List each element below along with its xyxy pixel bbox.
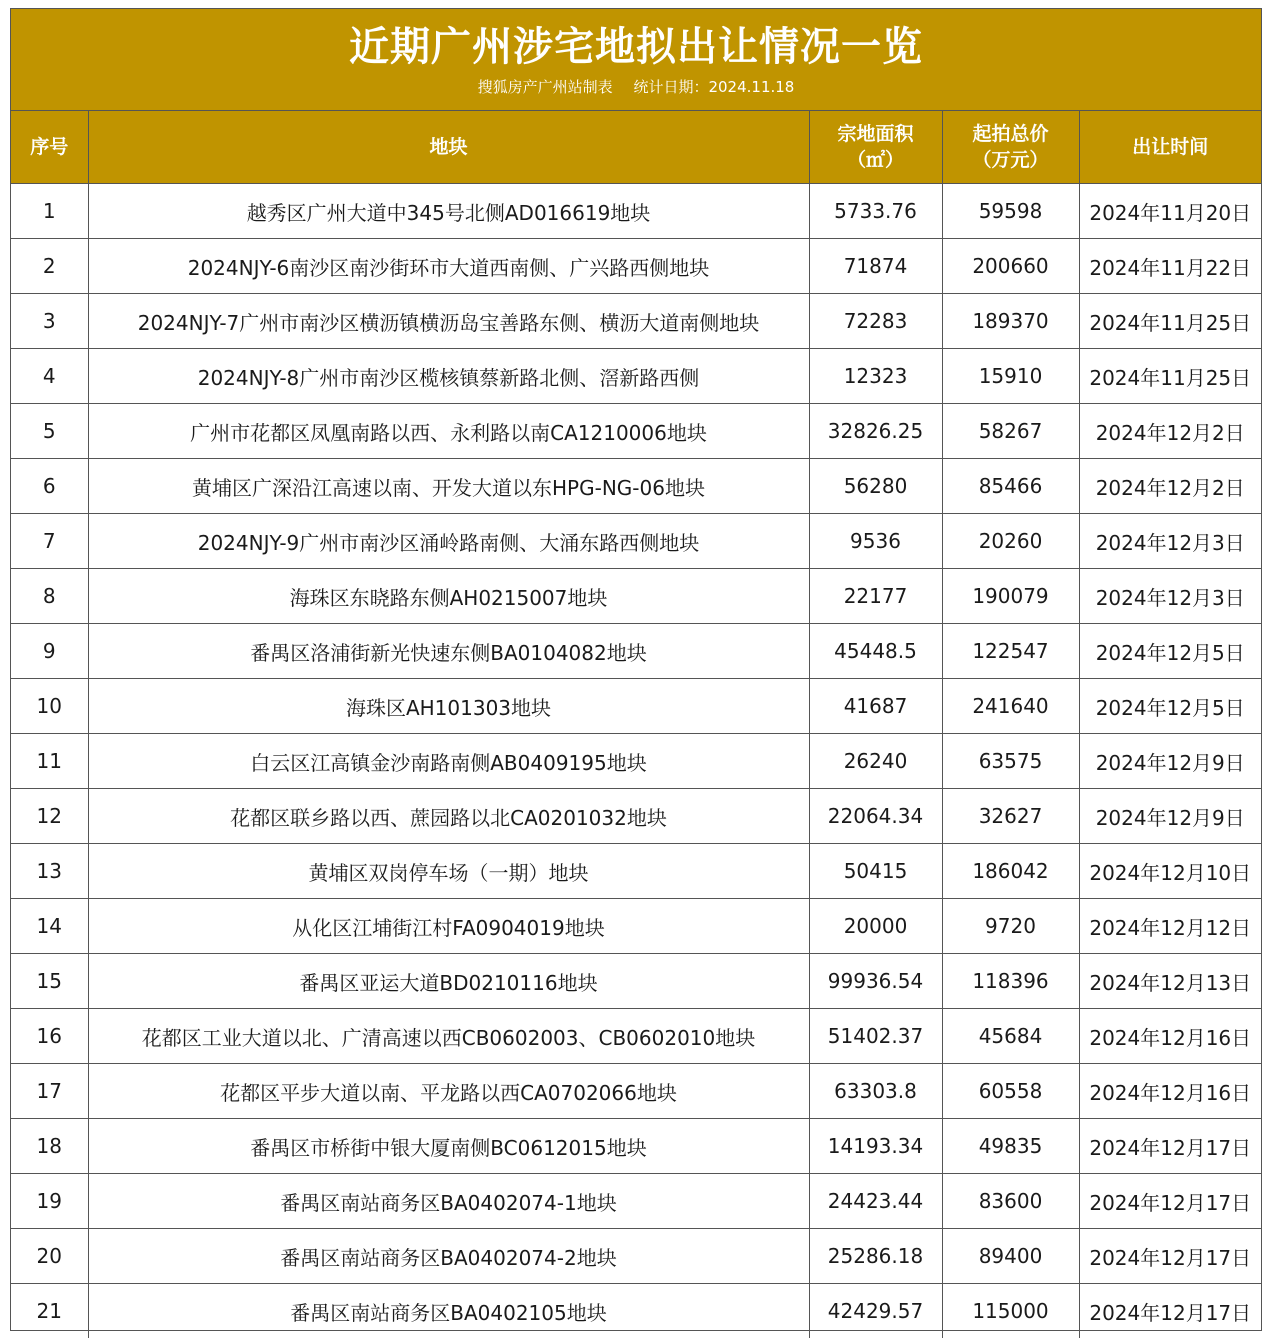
cell-date: 2024年12月2日 (1079, 459, 1261, 514)
cell-plot: 番禺区南站商务区BA0402074-1地块 (88, 1174, 809, 1229)
cell-no: 6 (11, 459, 88, 514)
cell-plot: 白云区江高镇金沙南路南侧AB0409195地块 (88, 734, 809, 789)
cell-plot: 番禺区亚运大道BD0210116地块 (88, 954, 809, 1009)
cell-price: 58267 (942, 404, 1079, 459)
table-row (11, 459, 1261, 514)
cell-date: 2024年12月9日 (1079, 789, 1261, 844)
table-row (11, 624, 1261, 679)
cell-plot: 2024NJY-8广州市南沙区榄核镇蔡新路北侧、滘新路西侧 (88, 349, 809, 404)
cell-price: 189370 (942, 294, 1079, 349)
cell-date: 2024年11月22日 (1079, 239, 1261, 294)
table-row (11, 569, 1261, 624)
cell-price: 9720 (942, 899, 1079, 954)
cell-no: 17 (11, 1064, 88, 1119)
cell-plot: 黄埔区广深沿江高速以南、开发大道以东HPG-NG-06地块 (88, 459, 809, 514)
cell-plot: 广州市花都区凤凰南路以西、永利路以南CA1210006地块 (88, 404, 809, 459)
table-row (11, 294, 1261, 349)
cell-plot: 番禺区市桥街中银大厦南侧BC0612015地块 (88, 1119, 809, 1174)
cell-plot: 番禺区洛浦街新光快速东侧BA0104082地块 (88, 624, 809, 679)
cell-date: 2024年12月10日 (1079, 844, 1261, 899)
cell-date: 2024年12月5日 (1079, 624, 1261, 679)
cell-area: 51402.37 (809, 1009, 942, 1064)
table-row (11, 349, 1261, 404)
table-row (11, 899, 1261, 954)
land-table-document (10, 8, 1262, 1331)
table-row (11, 184, 1261, 239)
subtitle (11, 77, 1261, 97)
cell-price: 200660 (942, 239, 1079, 294)
cell-date: 2024年12月17日 (1079, 1119, 1261, 1174)
table-row (11, 404, 1261, 459)
table-row (11, 734, 1261, 789)
cell-plot: 花都区联乡路以西、蔗园路以北CA0201032地块 (88, 789, 809, 844)
header-date: 出让时间 (1079, 111, 1261, 184)
cell-plot: 番禺区南站商务区BA0402074-2地块 (88, 1229, 809, 1284)
cell-date: 2024年11月25日 (1079, 349, 1261, 404)
cell-area: 26240 (809, 734, 942, 789)
cell-date: 2024年12月16日 (1079, 1009, 1261, 1064)
page-title: 近期广州涉宅地拟出让情况一览 (349, 24, 923, 70)
cell-plot: 从化区江埔街江村FA0904019地块 (88, 899, 809, 954)
cell-price: 115000 (942, 1284, 1079, 1339)
date-label: 统计日期：2024.11.18 (633, 78, 795, 96)
cell-plot: 花都区平步大道以南、平龙路以西CA0702066地块 (88, 1064, 809, 1119)
cell-price: 63575 (942, 734, 1079, 789)
cell-area: 99936.54 (809, 954, 942, 1009)
cell-area: 41687 (809, 679, 942, 734)
cell-price: 89400 (942, 1229, 1079, 1284)
cell-no: 15 (11, 954, 88, 1009)
cell-price: 190079 (942, 569, 1079, 624)
cell-date: 2024年12月13日 (1079, 954, 1261, 1009)
table-row (11, 1064, 1261, 1119)
cell-plot: 番禺区南站商务区BA0402105地块 (88, 1284, 809, 1339)
cell-no: 19 (11, 1174, 88, 1229)
cell-area: 56280 (809, 459, 942, 514)
cell-date: 2024年12月12日 (1079, 899, 1261, 954)
cell-no: 4 (11, 349, 88, 404)
header-area-line1: 宗地面积 (837, 123, 914, 145)
cell-date: 2024年12月2日 (1079, 404, 1261, 459)
header-price-line1: 起拍总价 (972, 123, 1049, 145)
cell-area: 24423.44 (809, 1174, 942, 1229)
cell-area: 20000 (809, 899, 942, 954)
header-price-line2: （万元） (972, 149, 1049, 171)
cell-date: 2024年11月25日 (1079, 294, 1261, 349)
cell-date: 2024年12月17日 (1079, 1229, 1261, 1284)
header-plot: 地块 (88, 111, 809, 184)
cell-price: 241640 (942, 679, 1079, 734)
cell-no: 2 (11, 239, 88, 294)
cell-price: 32627 (942, 789, 1079, 844)
table-header-row (11, 111, 1261, 184)
header-no: 序号 (11, 111, 88, 184)
cell-area: 22177 (809, 569, 942, 624)
table-row (11, 1229, 1261, 1284)
cell-no: 18 (11, 1119, 88, 1174)
title-banner (11, 9, 1261, 111)
cell-no: 3 (11, 294, 88, 349)
cell-no: 10 (11, 679, 88, 734)
cell-area: 71874 (809, 239, 942, 294)
cell-no: 1 (11, 184, 88, 239)
cell-no: 7 (11, 514, 88, 569)
cell-no: 21 (11, 1284, 88, 1339)
cell-price: 85466 (942, 459, 1079, 514)
cell-plot: 黄埔区双岗停车场（一期）地块 (88, 844, 809, 899)
cell-date: 2024年12月17日 (1079, 1174, 1261, 1229)
cell-area: 12323 (809, 349, 942, 404)
land-table (11, 111, 1261, 1338)
cell-price: 122547 (942, 624, 1079, 679)
cell-area: 5733.76 (809, 184, 942, 239)
table-row (11, 1174, 1261, 1229)
cell-plot: 海珠区东晓路东侧AH0215007地块 (88, 569, 809, 624)
cell-price: 15910 (942, 349, 1079, 404)
cell-price: 60558 (942, 1064, 1079, 1119)
table-row (11, 1119, 1261, 1174)
cell-date: 2024年12月5日 (1079, 679, 1261, 734)
cell-no: 20 (11, 1229, 88, 1284)
header-area-line2: （㎡） (846, 149, 904, 171)
cell-plot: 2024NJY-9广州市南沙区涌岭路南侧、大涌东路西侧地块 (88, 514, 809, 569)
cell-area: 25286.18 (809, 1229, 942, 1284)
cell-no: 14 (11, 899, 88, 954)
table-row (11, 679, 1261, 734)
cell-area: 50415 (809, 844, 942, 899)
source-label: 搜狐房产广州站制表 (477, 78, 613, 96)
cell-price: 49835 (942, 1119, 1079, 1174)
cell-area: 72283 (809, 294, 942, 349)
cell-plot: 2024NJY-6南沙区南沙街环市大道西南侧、广兴路西侧地块 (88, 239, 809, 294)
cell-date: 2024年12月16日 (1079, 1064, 1261, 1119)
table-row (11, 239, 1261, 294)
cell-no: 13 (11, 844, 88, 899)
cell-area: 42429.57 (809, 1284, 942, 1339)
table-row (11, 954, 1261, 1009)
cell-no: 12 (11, 789, 88, 844)
cell-date: 2024年12月3日 (1079, 514, 1261, 569)
cell-plot: 花都区工业大道以北、广清高速以西CB0602003、CB0602010地块 (88, 1009, 809, 1064)
cell-no: 5 (11, 404, 88, 459)
cell-area: 9536 (809, 514, 942, 569)
cell-date: 2024年11月20日 (1079, 184, 1261, 239)
cell-no: 9 (11, 624, 88, 679)
cell-date: 2024年12月17日 (1079, 1284, 1261, 1339)
table-row (11, 844, 1261, 899)
cell-area: 22064.34 (809, 789, 942, 844)
cell-plot: 2024NJY-7广州市南沙区横沥镇横沥岛宝善路东侧、横沥大道南侧地块 (88, 294, 809, 349)
cell-no: 8 (11, 569, 88, 624)
cell-no: 16 (11, 1009, 88, 1064)
header-area (809, 111, 942, 184)
cell-no: 11 (11, 734, 88, 789)
cell-area: 14193.34 (809, 1119, 942, 1174)
table-row (11, 1284, 1261, 1339)
cell-area: 45448.5 (809, 624, 942, 679)
header-price (942, 111, 1079, 184)
cell-price: 20260 (942, 514, 1079, 569)
cell-date: 2024年12月9日 (1079, 734, 1261, 789)
cell-price: 45684 (942, 1009, 1079, 1064)
table-row (11, 1009, 1261, 1064)
cell-price: 59598 (942, 184, 1079, 239)
cell-plot: 越秀区广州大道中345号北侧AD016619地块 (88, 184, 809, 239)
table-row (11, 789, 1261, 844)
cell-price: 83600 (942, 1174, 1079, 1229)
cell-area: 63303.8 (809, 1064, 942, 1119)
table-row (11, 514, 1261, 569)
cell-price: 118396 (942, 954, 1079, 1009)
cell-price: 186042 (942, 844, 1079, 899)
cell-date: 2024年12月3日 (1079, 569, 1261, 624)
cell-plot: 海珠区AH101303地块 (88, 679, 809, 734)
cell-area: 32826.25 (809, 404, 942, 459)
